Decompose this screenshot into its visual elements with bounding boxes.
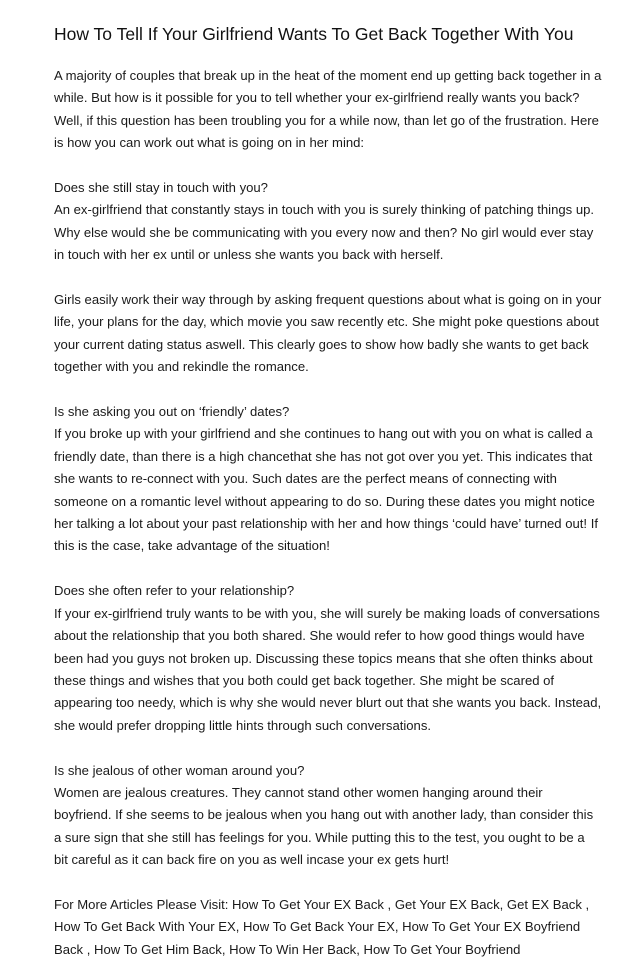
paragraph-gap (54, 737, 602, 759)
paragraph-gap (54, 558, 602, 580)
section-heading: Does she often refer to your relationship? (54, 583, 295, 599)
section-paragraph: Women are jealous creatures. They cannot stand other women hanging around their boyfriend. If she seems to be jealous when you hang out with another lady, than consider this a sure sign that she still has feelings for you. While putting this to the test, you ought to be a bit careful as it can back fire on you as well incase your ex gets hurt! (54, 784, 594, 868)
section-paragraph: If your ex-girlfriend truly wants to be with you, she will surely be making loads of conversations about the relationship that you both shared. She would refer to how good things would have been had you guys not broken up. Discussing these topics means that she often thinks about these things and wishes that you both could get back together. She might be scared of appearing too needy, which is why she would never blurt out that she wants you back. Instead, she would prefer dropping little hints through such conversations. (54, 605, 602, 733)
footer-links-paragraph: For More Articles Please Visit: How To Get Your EX Back , Get Your EX Back, Get EX Back , How To Get Back With Your EX, How To Get Back Your EX, How To Get Your EX Boyfriend Back , How To Get Him Back, How To Win Her Back, How To Get Your Boyfriend (54, 896, 590, 957)
section-stay-in-touch (54, 177, 602, 379)
section-heading: Is she jealous of other woman around you? (54, 762, 305, 778)
section-paragraph: Girls easily work their way through by asking frequent questions about what is going on in your life, your plans for the day, which movie you saw recently etc. She might poke questions about your current dating status aswell. This clearly goes to show how badly she wants to get back together with you and rekindle the romance. (54, 292, 602, 375)
section-friendly-dates (54, 401, 602, 558)
section-paragraph: An ex-girlfriend that constantly stays in touch with you is surely thinking of patching things up. Why else would she be communicating with you every now and then? No girl would ever stay in touch with her ex until or unless she wants you back with herself. (54, 202, 595, 263)
section-paragraph: If you broke up with your girlfriend and she continues to hang out with you on what is called a friendly date, than there is a high chancethat she has not got over you yet. This indicates that she wants to re-connect with you. Such dates are the perfect means of connecting with someone on a romantic level without appearing to do so. During these dates you might notice her talking a lot about your past relationship with her and how things ‘could have’ turned out! If this is the case, take advantage of the situation! (54, 426, 598, 554)
section-refers-to-relationship (54, 580, 602, 737)
article-body (54, 65, 602, 961)
section-heading: Does she still stay in touch with you? (54, 180, 268, 196)
section-heading: Is she asking you out on ‘friendly’ dates? (54, 404, 290, 420)
paragraph-gap (54, 155, 602, 177)
section-jealous (54, 760, 602, 872)
page-title: How To Tell If Your Girlfriend Wants To Get Back Together With You (54, 24, 574, 44)
paragraph-gap (54, 267, 602, 289)
intro-paragraph: A majority of couples that break up in the heat of the moment end up getting back together in a while. But how is it possible for you to tell whether your ex-girlfriend really wants you back? Well, if this question has been troubling you for a while now, than let go of the frustration. Here is how you can work out what is going on in her mind: (54, 68, 602, 151)
paragraph-gap (54, 379, 602, 401)
paragraph-gap (54, 872, 602, 894)
